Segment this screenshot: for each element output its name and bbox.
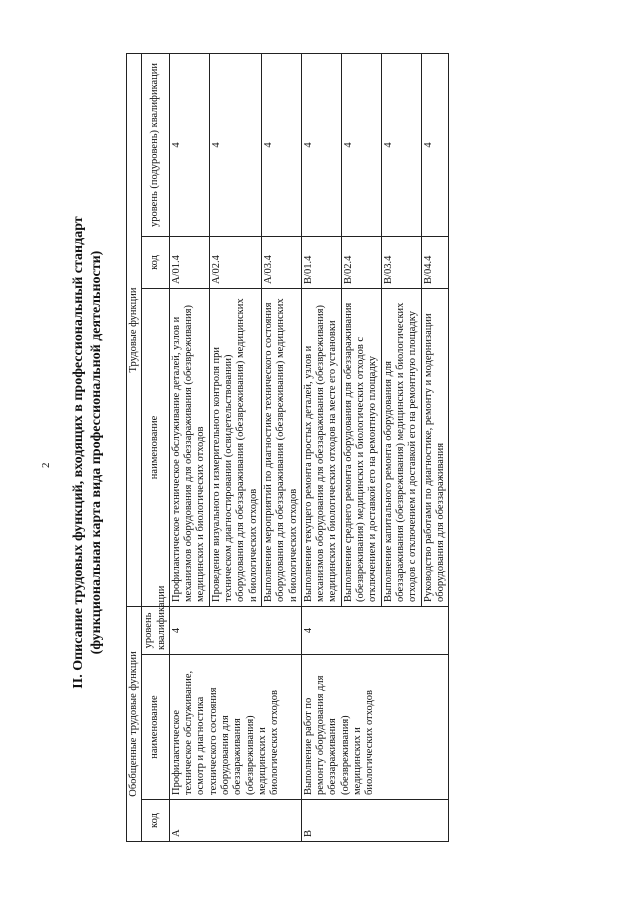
- function-name: Выполнение капитального ремонта оборудования для обеззараживания (обезвреживания) медицинских и биологических отходов с отключением и доставкой его на ремонтную площадку: [381, 288, 421, 606]
- function-code: A/01.4: [169, 236, 209, 288]
- header-labor-functions: Трудовые функции: [127, 53, 142, 606]
- group-name: Выполнение работ по ремонту оборудования для обеззараживания (обезвреживания) медицинских и биологических отходов: [301, 655, 448, 800]
- function-code: B/01.4: [301, 236, 341, 288]
- header-generalized: Обобщенные трудовые функции: [127, 606, 142, 841]
- page-number: 2: [40, 462, 52, 468]
- function-level: 4: [381, 53, 421, 236]
- function-level: 4: [301, 53, 341, 236]
- function-code: B/04.4: [421, 236, 449, 288]
- group-code: A: [169, 800, 301, 842]
- header-name: наименование: [142, 655, 170, 800]
- header-level: уровень квалификации: [142, 606, 170, 654]
- header-function-name: наименование: [142, 288, 170, 606]
- group-level: 4: [301, 606, 448, 654]
- function-code: B/02.4: [341, 236, 381, 288]
- function-name: Выполнение текущего ремонта простых деталей, узлов и механизмов оборудования для обеззараживания (обезвреживания) медицинских и биологических отходов на месте его установки: [301, 288, 341, 606]
- function-name: Руководство работами по диагностике, ремонту и модернизации оборудования для обеззараживания: [421, 288, 449, 606]
- function-code: B/03.4: [381, 236, 421, 288]
- table-row: [169, 53, 209, 841]
- function-level: 4: [209, 53, 261, 236]
- function-level: 4: [169, 53, 209, 236]
- header-function-code: код: [142, 236, 170, 288]
- functional-map-table: [126, 53, 449, 842]
- table-row: [301, 53, 341, 841]
- header-code: код: [142, 800, 170, 842]
- section-title: [70, 0, 106, 905]
- function-code: A/03.4: [261, 236, 301, 288]
- function-name: Выполнение среднего ремонта оборудования для обеззараживания (обезвреживания) медицинских и биологических отходов с отключением и доставкой его на ремонтную площадку: [341, 288, 381, 606]
- group-code: B: [301, 800, 448, 842]
- group-name: Профилактическое техническое обслуживание, осмотр и диагностика технического состояния оборудования для обеззараживания (обезвреживания) медицинских и биологических отходов: [169, 655, 301, 800]
- function-level: 4: [421, 53, 449, 236]
- group-level: 4: [169, 606, 301, 654]
- function-name: Профилактическое техническое обслуживание деталей, узлов и механизмов оборудования для обеззараживания (обезвреживания) медицинских и биологических отходов: [169, 288, 209, 606]
- function-name: Проведение визуального и измерительного контроля при техническом диагностировании (освидетельствовании) оборудования для обеззараживания (обезвреживания) медицинских и биологических отходов: [209, 288, 261, 606]
- function-name: Выполнение мероприятий по диагностике технического состояния оборудования для обеззараживания (обезвреживания) медицинских и биологических отходов: [261, 288, 301, 606]
- title-line-1: II. Описание трудовых функций, входящих в профессиональный стандарт: [71, 216, 86, 689]
- title-line-2: (функциональная карта вида профессиональной деятельности): [89, 250, 104, 655]
- function-code: A/02.4: [209, 236, 261, 288]
- header-sublevel: уровень (подуровень) квалификации: [142, 53, 170, 236]
- header-row-1: [127, 53, 142, 841]
- function-level: 4: [341, 53, 381, 236]
- header-row-2: [142, 53, 170, 841]
- function-level: 4: [261, 53, 301, 236]
